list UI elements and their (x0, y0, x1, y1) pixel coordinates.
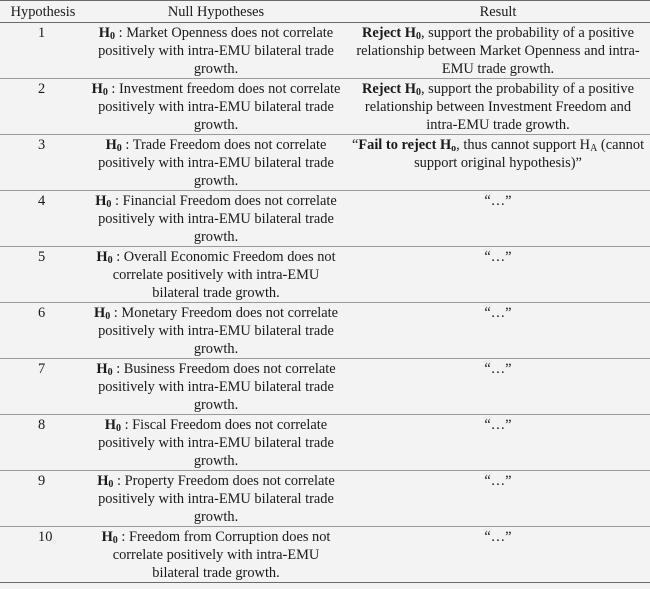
null-hypothesis-text: : Overall Economic Freedom does not correlate positively with intra-EMU bilateral trade growth. (112, 249, 336, 301)
result-verdict-subscript: o (451, 143, 457, 154)
result-verdict (362, 25, 421, 41)
null-hypothesis-text: : Trade Freedom does not correlate positively with intra-EMU bilateral trade growth. (98, 137, 334, 189)
result-cell (346, 471, 650, 527)
null-hypothesis-text: : Business Freedom does not correlate positively with intra-EMU bilateral trade growth. (98, 361, 336, 413)
result-verdict-text: Fail to reject H (358, 137, 452, 153)
h0-subscript: 0 (106, 199, 112, 210)
result-text: , support the probability of a positive relationship between Market Openness and intra-EMU trade growth. (356, 25, 640, 77)
table-row (0, 191, 650, 247)
hypothesis-number: 4 (0, 191, 86, 247)
hypothesis-number: 2 (0, 79, 86, 135)
h0-letter: H (96, 249, 108, 265)
h0-symbol (94, 305, 110, 321)
null-hypothesis-cell (86, 79, 346, 135)
hypothesis-number: 6 (0, 303, 86, 359)
result-text: “…” (484, 417, 512, 433)
null-hypothesis-text: : Market Openness does not correlate positively with intra-EMU bilateral trade growth. (98, 25, 334, 77)
hypothesis-number: 10 (0, 527, 86, 583)
h0-letter: H (105, 137, 117, 153)
h0-letter: H (98, 25, 110, 41)
h0-subscript: 0 (105, 311, 111, 322)
header-row (0, 1, 650, 23)
result-text: , thus cannot support H (456, 137, 591, 153)
h0-letter: H (95, 193, 107, 209)
h0-symbol (105, 417, 121, 433)
null-hypothesis-cell (86, 23, 346, 79)
h0-subscript: 0 (110, 31, 115, 42)
h0-subscript: 0 (116, 143, 122, 154)
table-row (0, 471, 650, 527)
result-cell (346, 415, 650, 471)
null-hypothesis-cell (86, 135, 346, 191)
h0-letter: H (96, 361, 108, 377)
result-cell (346, 79, 650, 135)
h0-letter: H (101, 529, 113, 545)
result-verdict-text: Reject H (362, 25, 416, 41)
table-row (0, 247, 650, 303)
h0-symbol (92, 81, 108, 97)
table-body (0, 23, 650, 583)
h0-letter: H (104, 417, 116, 433)
result-cell (346, 247, 650, 303)
h0-subscript: 0 (112, 535, 118, 546)
hypothesis-number: 7 (0, 359, 86, 415)
h0-letter: H (91, 81, 103, 97)
result-text: “…” (484, 249, 512, 265)
null-hypothesis-cell (86, 359, 346, 415)
table-row (0, 303, 650, 359)
result-verdict-subscript: 0 (415, 87, 421, 98)
header-hypothesis: Hypothesis (0, 1, 86, 23)
null-hypothesis-cell (86, 527, 346, 583)
result-cell (346, 191, 650, 247)
h0-symbol (106, 137, 122, 153)
header-null-hypotheses: Null Hypotheses (86, 1, 346, 23)
table-row (0, 415, 650, 471)
table-row (0, 79, 650, 135)
null-hypothesis-cell (86, 191, 346, 247)
hypothesis-number: 5 (0, 247, 86, 303)
result-text: , support the probability of a positive relationship between Investment Freedom and intra-EMU trade growth. (364, 81, 634, 133)
null-hypothesis-cell (86, 415, 346, 471)
null-hypothesis-text: : Monetary Freedom does not correlate positively with intra-EMU bilateral trade growth. (98, 305, 338, 357)
h0-symbol (99, 25, 115, 41)
h0-symbol (96, 361, 112, 377)
h0-letter: H (94, 305, 106, 321)
result-text: “…” (484, 473, 512, 489)
h0-symbol (95, 193, 111, 209)
null-hypothesis-text: : Fiscal Freedom does not correlate positively with intra-EMU bilateral trade growth. (98, 417, 334, 469)
hypothesis-number: 3 (0, 135, 86, 191)
header-result: Result (346, 1, 650, 23)
result-text: “…” (484, 305, 512, 321)
result-text: “…” (484, 193, 512, 209)
result-text: “…” (484, 529, 512, 545)
result-cell (346, 303, 650, 359)
h0-symbol (96, 249, 112, 265)
null-hypothesis-cell (86, 303, 346, 359)
table-row (0, 527, 650, 583)
null-hypothesis-text: : Freedom from Corruption does not correlate positively with intra-EMU bilateral trade growth. (112, 529, 331, 581)
ha-subscript: A (590, 143, 598, 154)
null-hypothesis-text: : Investment freedom does not correlate positively with intra-EMU bilateral trade growth. (98, 81, 341, 133)
table-row (0, 23, 650, 79)
result-verdict-text: Reject H (362, 81, 416, 97)
result-cell (346, 359, 650, 415)
result-cell (346, 135, 650, 191)
result-verdict (358, 137, 456, 153)
hypothesis-number: 9 (0, 471, 86, 527)
null-hypothesis-text: : Property Freedom does not correlate positively with intra-EMU bilateral trade growth. (98, 473, 335, 525)
h0-symbol (97, 473, 113, 489)
h0-subscript: 0 (102, 87, 108, 98)
h0-subscript: 0 (115, 423, 121, 434)
result-text: “…” (484, 361, 512, 377)
result-text-continued: (cannot support original hypothesis)” (414, 137, 645, 171)
result-verdict-subscript: 0 (415, 31, 421, 42)
h0-subscript: 0 (107, 367, 113, 378)
null-hypothesis-cell (86, 471, 346, 527)
h0-letter: H (97, 473, 109, 489)
result-cell (346, 527, 650, 583)
null-hypothesis-text: : Financial Freedom does not correlate positively with intra-EMU bilateral trade growth. (98, 193, 337, 245)
result-verdict (362, 81, 421, 97)
null-hypothesis-cell (86, 247, 346, 303)
hypothesis-number: 1 (0, 23, 86, 79)
table-row (0, 135, 650, 191)
hypothesis-number: 8 (0, 415, 86, 471)
table-header (0, 1, 650, 23)
h0-symbol (102, 529, 118, 545)
result-open-quote: “ (351, 137, 359, 153)
h0-subscript: 0 (107, 255, 113, 266)
result-cell (346, 23, 650, 79)
h0-subscript: 0 (108, 479, 114, 490)
table-row (0, 359, 650, 415)
